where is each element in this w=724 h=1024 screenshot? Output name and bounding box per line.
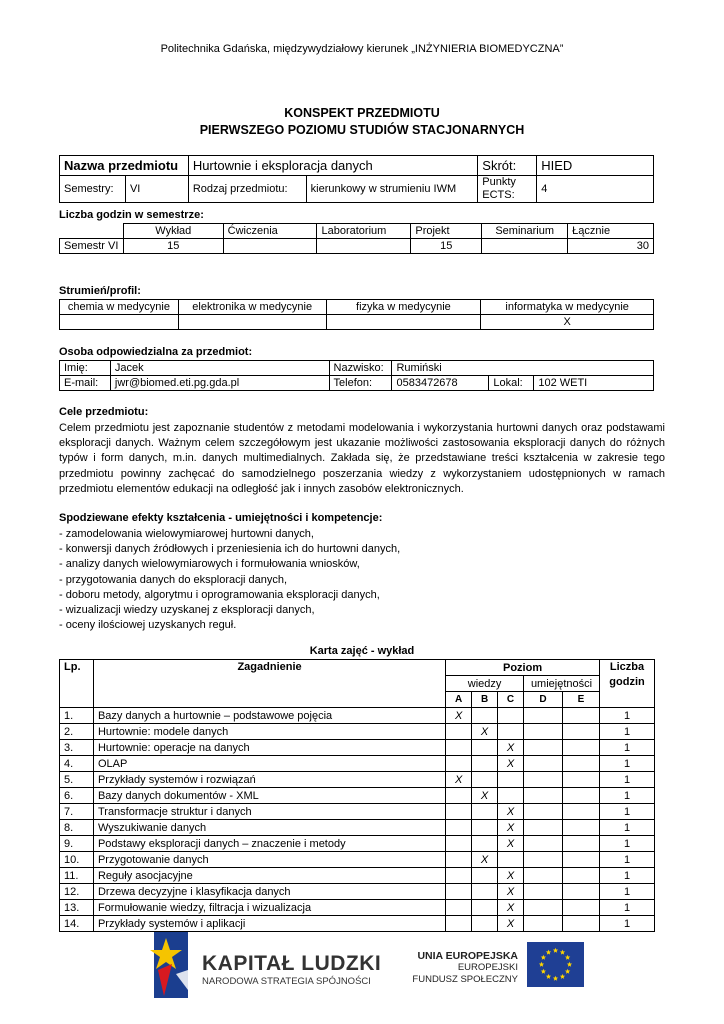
lecture-level-d xyxy=(524,788,563,804)
lecture-row xyxy=(60,756,655,772)
topic-header: Zagadnienie xyxy=(93,660,445,708)
lecture-hours: 1 xyxy=(600,724,655,740)
lecture-topic: Wyszukiwanie danych xyxy=(93,820,445,836)
hours-header: Ćwiczenia xyxy=(223,224,317,239)
course-name: Hurtownie i eksploracja danych xyxy=(188,156,477,176)
lecture-hours: 1 xyxy=(600,884,655,900)
lecture-level-c xyxy=(498,772,524,788)
lecture-level-a: X xyxy=(446,708,472,724)
lecture-level-e xyxy=(563,724,600,740)
profile-header: chemia w medycynie xyxy=(60,300,179,315)
lecture-row xyxy=(60,724,655,740)
lecture-row xyxy=(60,868,655,884)
lecture-level-c: X xyxy=(498,740,524,756)
skills-header: umiejętności xyxy=(524,676,600,692)
hours-header: Seminarium xyxy=(482,224,568,239)
lecture-level-e xyxy=(563,788,600,804)
lecture-level-c: X xyxy=(498,884,524,900)
hours-row-label: Semestr VI xyxy=(60,239,124,254)
lecture-level-c xyxy=(498,788,524,804)
profile-header: fizyka w medycynie xyxy=(326,300,481,315)
lecture-level-c: X xyxy=(498,804,524,820)
lecture-level-d xyxy=(524,868,563,884)
lecture-lp: 7. xyxy=(60,804,94,820)
last-name: Rumiński xyxy=(392,361,654,376)
effect-item: - konwersji danych źródłowych i przeniesienia ich do hurtowni danych, xyxy=(59,543,401,556)
lecture-level-d xyxy=(524,740,563,756)
lecture-topic: Transformacje struktur i danych xyxy=(93,804,445,820)
level-d-header: D xyxy=(524,692,563,708)
lecture-hours: 1 xyxy=(600,788,655,804)
email-label: E-mail: xyxy=(60,376,111,391)
lecture-level-b xyxy=(472,868,498,884)
lecture-row xyxy=(60,804,655,820)
level-e-header: E xyxy=(563,692,600,708)
hours-corner xyxy=(60,224,124,239)
level-a-header: A xyxy=(446,692,472,708)
room-label: Lokal: xyxy=(489,376,534,391)
lecture-table xyxy=(59,659,655,932)
hours-count-header: Liczba godzin xyxy=(600,660,655,708)
eu-title: UNIA EUROPEJSKA xyxy=(417,950,518,962)
ects-value: 4 xyxy=(537,176,654,203)
lecture-level-d xyxy=(524,836,563,852)
lecture-level-e xyxy=(563,708,600,724)
lecture-level-a xyxy=(446,820,472,836)
hours-value: 30 xyxy=(568,239,654,254)
hours-value: 15 xyxy=(123,239,223,254)
lecture-level-a xyxy=(446,916,472,932)
lecture-topic: Hurtownie: modele danych xyxy=(93,724,445,740)
lecture-level-d xyxy=(524,852,563,868)
lecture-topic: Przygotowanie danych xyxy=(93,852,445,868)
lecture-level-d xyxy=(524,900,563,916)
effect-item: - przygotowania danych do eksploracji danych, xyxy=(59,573,288,586)
level-b-header: B xyxy=(472,692,498,708)
lecture-level-a xyxy=(446,852,472,868)
lecture-level-a xyxy=(446,900,472,916)
phone-value: 0583472678 xyxy=(392,376,489,391)
hours-title: Liczba godzin w semestrze: xyxy=(59,209,204,221)
ects-label: Punkty ECTS: xyxy=(478,176,537,203)
lecture-level-a xyxy=(446,756,472,772)
lecture-level-e xyxy=(563,740,600,756)
lecture-level-b xyxy=(472,884,498,900)
eu-line-1: EUROPEJSKI xyxy=(457,962,518,973)
lecture-hours: 1 xyxy=(600,756,655,772)
person-title: Osoba odpowiedzialna za przedmiot: xyxy=(59,346,253,358)
lecture-level-a xyxy=(446,868,472,884)
lecture-row xyxy=(60,884,655,900)
level-c-header: C xyxy=(498,692,524,708)
profile-value: X xyxy=(481,315,654,330)
last-name-label: Nazwisko: xyxy=(329,361,392,376)
effect-item: - oceny ilościowej uzyskanych reguł. xyxy=(59,619,237,632)
lecture-level-c: X xyxy=(498,756,524,772)
effect-item: - analizy danych wielowymiarowych i formułowania wniosków, xyxy=(59,558,360,571)
lecture-hours: 1 xyxy=(600,708,655,724)
goals-title: Cele przedmiotu: xyxy=(59,406,149,418)
lecture-hours: 1 xyxy=(600,772,655,788)
lecture-lp: 13. xyxy=(60,900,94,916)
lecture-level-c: X xyxy=(498,900,524,916)
profile-value xyxy=(178,315,326,330)
lecture-level-e xyxy=(563,804,600,820)
lecture-level-c xyxy=(498,708,524,724)
lecture-level-e xyxy=(563,772,600,788)
lecture-level-c: X xyxy=(498,868,524,884)
profile-title: Strumień/profil: xyxy=(59,285,141,297)
document-title xyxy=(0,105,724,139)
effect-item: - zamodelowania wielowymiarowej hurtowni danych, xyxy=(59,528,314,540)
hours-header: Wykład xyxy=(123,224,223,239)
lecture-topic: Drzewa decyzyjne i klasyfikacja danych xyxy=(93,884,445,900)
lecture-lp: 5. xyxy=(60,772,94,788)
lecture-level-e xyxy=(563,900,600,916)
hours-header: Łącznie xyxy=(568,224,654,239)
lecture-lp: 3. xyxy=(60,740,94,756)
kapital-ludzki-emblem-icon xyxy=(148,930,194,1000)
hours-header: Laboratorium xyxy=(317,224,411,239)
lecture-level-b xyxy=(472,900,498,916)
lecture-row xyxy=(60,788,655,804)
course-table xyxy=(59,155,654,203)
lecture-level-e xyxy=(563,884,600,900)
lecture-topic: Bazy danych dokumentów - XML xyxy=(93,788,445,804)
title-line-2: PIERWSZEGO POZIOMU STUDIÓW STACJONARNYCH xyxy=(199,123,525,137)
effects-list xyxy=(59,527,400,633)
lecture-level-c xyxy=(498,724,524,740)
lecture-level-a xyxy=(446,884,472,900)
lecture-hours: 1 xyxy=(600,868,655,884)
lecture-level-d xyxy=(524,772,563,788)
lecture-row xyxy=(60,708,655,724)
profile-table xyxy=(59,299,654,330)
phone-label: Telefon: xyxy=(329,376,392,391)
lecture-level-d xyxy=(524,884,563,900)
hours-value xyxy=(317,239,411,254)
room-value: 102 WETI xyxy=(534,376,654,391)
course-name-label: Nazwa przedmiotu xyxy=(60,156,189,176)
hours-value: 15 xyxy=(411,239,482,254)
profile-value xyxy=(326,315,481,330)
lecture-level-d xyxy=(524,820,563,836)
effects-title: Spodziewane efekty kształcenia - umiejętności i kompetencje: xyxy=(59,512,383,524)
lecture-topic: Podstawy eksploracji danych – znaczenie i metody xyxy=(93,836,445,852)
karta-title: Karta zajęć - wykład xyxy=(309,645,415,657)
kl-title: KAPITAŁ LUDZKI xyxy=(202,952,382,975)
lecture-level-b xyxy=(472,820,498,836)
lecture-level-a xyxy=(446,724,472,740)
lecture-row xyxy=(60,740,655,756)
lecture-row xyxy=(60,772,655,788)
title-line-1: KONSPEKT PRZEDMIOTU xyxy=(284,106,440,120)
lecture-level-d xyxy=(524,708,563,724)
lecture-row xyxy=(60,852,655,868)
lecture-level-b: X xyxy=(472,788,498,804)
lecture-lp: 6. xyxy=(60,788,94,804)
hours-header: Projekt xyxy=(411,224,482,239)
hours-table xyxy=(59,223,654,254)
lecture-row xyxy=(60,836,655,852)
lecture-level-d xyxy=(524,724,563,740)
lecture-lp: 11. xyxy=(60,868,94,884)
lecture-topic: Bazy danych a hurtownie – podstawowe pojęcia xyxy=(93,708,445,724)
lecture-topic: Hurtownie: operacje na danych xyxy=(93,740,445,756)
lecture-level-c: X xyxy=(498,916,524,932)
lecture-hours: 1 xyxy=(600,820,655,836)
effect-item: - doboru metody, algorytmu i oprogramowania eksploracji danych, xyxy=(59,588,380,601)
first-name-label: Imię: xyxy=(60,361,111,376)
lecture-lp: 10. xyxy=(60,852,94,868)
lecture-lp: 14. xyxy=(60,916,94,932)
lecture-lp: 4. xyxy=(60,756,94,772)
course-abbr: HIED xyxy=(537,156,654,176)
semester-value: VI xyxy=(125,176,188,203)
lecture-row xyxy=(60,900,655,916)
lecture-level-a xyxy=(446,740,472,756)
lecture-lp: 8. xyxy=(60,820,94,836)
lecture-topic: OLAP xyxy=(93,756,445,772)
course-type-label: Rodzaj przedmiotu: xyxy=(188,176,306,203)
person-table xyxy=(59,360,654,391)
eu-line-2: FUNDUSZ SPOŁECZNY xyxy=(412,974,518,985)
lecture-level-e xyxy=(563,852,600,868)
lecture-level-b xyxy=(472,836,498,852)
lecture-hours: 1 xyxy=(600,852,655,868)
knowledge-header: wiedzy xyxy=(446,676,524,692)
lecture-level-c: X xyxy=(498,820,524,836)
lecture-level-b xyxy=(472,804,498,820)
hours-value xyxy=(223,239,317,254)
hours-value xyxy=(482,239,568,254)
lecture-level-a xyxy=(446,788,472,804)
lecture-level-a xyxy=(446,804,472,820)
profile-value xyxy=(60,315,179,330)
lecture-level-b xyxy=(472,916,498,932)
profile-header: informatyka w medycynie xyxy=(481,300,654,315)
course-abbr-label: Skrót: xyxy=(478,156,537,176)
lecture-hours: 1 xyxy=(600,804,655,820)
lecture-hours: 1 xyxy=(600,836,655,852)
lecture-level-d xyxy=(524,804,563,820)
lecture-level-e xyxy=(563,916,600,932)
lecture-level-c xyxy=(498,852,524,868)
lecture-level-b: X xyxy=(472,724,498,740)
lecture-level-b xyxy=(472,772,498,788)
lecture-topic: Formułowanie wiedzy, filtracja i wizualizacja xyxy=(93,900,445,916)
lecture-lp: 2. xyxy=(60,724,94,740)
goals-text: Celem przedmiotu jest zapoznanie studentów z metodami modelowania i wykorzystania hurtowni danych oraz podstawami eksploracji danych. Ważnym celem szczegółowym jest ukazanie możliwości zastosowania eksploracji danych do różnych typów i form danych, m.in. danych multimedialnych. Zakłada się, że przedstawiane treści kształcenia w zakresie tego przedmiotu powinny zachęcać do samodzielnego poszerzania wiedzy z wykorzystaniem udostępnionych w ramach przedmiotu elementów edukacji na odległość jak i innych zasobów elektronicznych. xyxy=(59,422,665,495)
lecture-level-b: X xyxy=(472,852,498,868)
lecture-level-a xyxy=(446,836,472,852)
lecture-hours: 1 xyxy=(600,900,655,916)
lecture-lp: 12. xyxy=(60,884,94,900)
email-value: jwr@biomed.eti.pg.gda.pl xyxy=(110,376,329,391)
lecture-hours: 1 xyxy=(600,916,655,932)
page-header: Politechnika Gdańska, międzywydziałowy kierunek „INŻYNIERIA BIOMEDYCZNA” xyxy=(160,43,564,55)
level-header: Poziom xyxy=(446,660,600,676)
lecture-level-a: X xyxy=(446,772,472,788)
kl-subtitle: NARODOWA STRATEGIA SPÓJNOŚCI xyxy=(202,976,371,987)
lecture-level-e xyxy=(563,756,600,772)
lecture-row xyxy=(60,820,655,836)
lp-header: Lp. xyxy=(60,660,94,708)
lecture-topic: Przykłady systemów i rozwiązań xyxy=(93,772,445,788)
eu-flag-icon xyxy=(527,942,584,987)
effect-item: - wizualizacji wiedzy uzyskanej z eksploracji danych, xyxy=(59,604,315,617)
lecture-lp: 9. xyxy=(60,836,94,852)
lecture-level-e xyxy=(563,836,600,852)
lecture-level-d xyxy=(524,916,563,932)
lecture-topic: Przykłady systemów i aplikacji xyxy=(93,916,445,932)
lecture-level-b xyxy=(472,740,498,756)
lecture-level-b xyxy=(472,708,498,724)
lecture-hours: 1 xyxy=(600,740,655,756)
profile-header: elektronika w medycynie xyxy=(178,300,326,315)
lecture-topic: Reguły asocjacyjne xyxy=(93,868,445,884)
first-name: Jacek xyxy=(110,361,329,376)
eu-text xyxy=(412,950,518,986)
lecture-level-b xyxy=(472,756,498,772)
lecture-level-e xyxy=(563,820,600,836)
lecture-lp: 1. xyxy=(60,708,94,724)
lecture-level-e xyxy=(563,868,600,884)
eu-flag xyxy=(527,942,584,987)
lecture-level-d xyxy=(524,756,563,772)
kapital-ludzki-logo xyxy=(148,930,194,1000)
lecture-level-c: X xyxy=(498,836,524,852)
course-type: kierunkowy w strumieniu IWM xyxy=(306,176,478,203)
semester-label: Semestry: xyxy=(60,176,126,203)
